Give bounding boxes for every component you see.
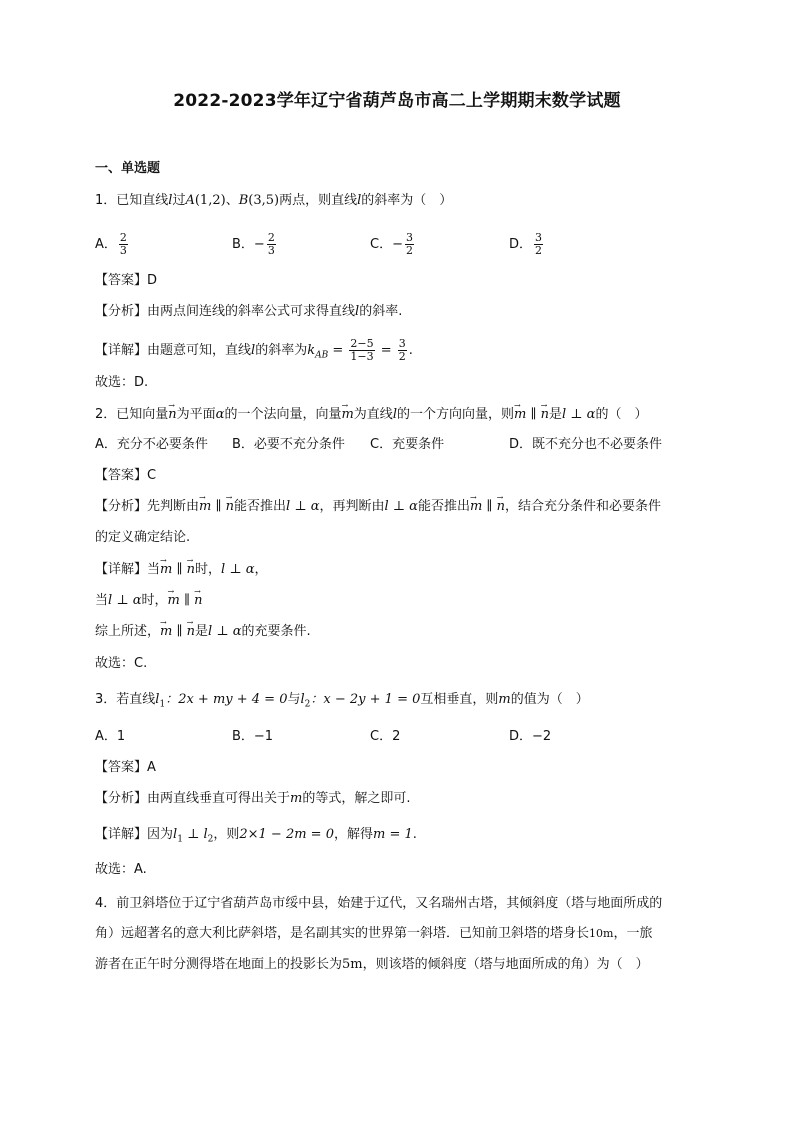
denominator: 2 [535,244,543,257]
vector-m: → m [160,561,172,579]
q2-analysis [95,498,661,516]
q1-detail [95,338,413,365]
fraction [534,232,543,257]
vector-n: → n [497,498,505,516]
vector-n: → n [187,561,195,579]
q2-answer [95,467,156,485]
subscript: 1 [177,834,183,845]
numerator: 3 [535,231,543,244]
var-alpha: α [132,593,142,608]
vector-m: → m [199,498,211,516]
var-alpha: α [586,407,596,422]
var-k: k [307,343,316,358]
q2-stem-text: 为直线 [353,407,393,422]
numerator: 3 [405,231,413,244]
q2-option-a: A．充分不必要条件 [95,437,208,452]
q3-option-d: D．−2 [509,729,552,744]
var-alpha: α [232,624,242,639]
vector-n: → n [541,406,549,424]
vector-m: → m [160,623,172,641]
var-l: l [355,304,360,319]
var-m: m [498,692,511,707]
q2-stem-text: 的（ ） [595,407,648,422]
q2-detail-line2 [95,592,202,610]
perp-symbol: ⊥ [388,499,410,514]
analysis-text: 由两直线垂直可得出关于 [147,791,291,806]
q2-detail [95,561,268,579]
detail-tag: 【详解】 [95,343,148,358]
denominator: 2 [405,244,413,257]
q1-conclusion: 故选：D. [95,375,149,390]
fraction [405,232,414,257]
perp-symbol: ⊥ [566,407,587,422]
analysis-text: 的等式，解之即可. [302,791,411,806]
option-label: A． [95,237,117,252]
option-label: D． [509,237,533,252]
page-title: 2022-2023学年辽宁省葫芦岛市高二上学期期末数学试题 [173,91,621,111]
var-l: l [286,499,291,514]
detail-text: 当 [147,562,161,577]
fraction [398,338,407,363]
q4-stem-text: ，一旅 [613,926,653,941]
q2-stem-text: 是 [548,407,562,422]
q1-option-a [95,232,130,257]
perp-symbol: ⊥ [112,593,133,608]
vector-m: → m [341,406,353,424]
detail-tag: 【详解】 [95,827,148,842]
var-l: l [168,193,173,208]
point-a: A [185,193,195,208]
vector-m: → m [514,406,526,424]
perp-symbol: ⊥ [225,562,246,577]
parallel-symbol: ∥ [211,499,226,514]
vector-m: → m [470,498,482,516]
option-label: C．− [370,237,403,252]
subscript: 2 [304,699,311,710]
q1-option-c [370,232,416,257]
q4-stem-text: ，则该塔的倾斜度（塔与地面所成的角）为（ ） [362,957,649,972]
var-m: m [290,791,303,806]
equation-l2: ：x − 2y + 1 = 0 [310,692,421,707]
detail-text: ，解得 [333,827,373,842]
q2-option-d: D．既不充分也不必要条件 [509,437,663,452]
perp-symbol: ⊥ [212,624,233,639]
var-l: l [562,407,567,422]
detail-text: ，则 [213,827,240,842]
section-heading: 一、单选题 [95,161,161,176]
option-label: B．− [232,237,265,252]
denominator: 2 [398,350,406,363]
q3-stem [95,691,589,714]
q2-conclusion: 故选：C. [95,656,148,671]
var-l: l [221,562,226,577]
q2-option-b: B．必要不充分条件 [232,437,345,452]
vector-n: → n [226,498,234,516]
var-l1: l [155,692,160,707]
q4-stem-line1: 4．前卫斜塔位于辽宁省葫芦岛市绥中县，始建于辽代，又名瑞州古塔，其倾斜度（塔与地面所成的 [95,896,663,911]
fraction [267,232,276,257]
subscript: 2 [207,834,214,845]
detail-text: 时， [195,562,222,577]
q4-stem-line3 [95,956,649,974]
numerator: 2 [267,231,275,244]
analysis-text: 能否推出 [417,499,470,514]
q2-analysis-line2: 的定义确定结论. [95,530,191,545]
vector-m: → m [167,592,179,610]
numerator: 2 [119,231,127,244]
vector-n: → n [194,592,202,610]
analysis-tag: 【分析】 [95,499,148,514]
q2-stem-text: 的一个方向向量，则 [396,407,514,422]
detail-text: 时， [141,593,168,608]
q2-stem [95,406,647,424]
q3-stem-text: 互相垂直，则 [420,692,499,707]
answer-tag: 【答案】 [95,468,148,483]
point-b: B [238,193,249,208]
answer-tag: 【答案】 [95,760,148,775]
analysis-text: 的斜率. [359,304,403,319]
detail-text: 由题意可知，直线 [147,343,252,358]
detail-text: 因为 [147,827,174,842]
detail-text: . [408,343,413,358]
analysis-text: ，结合充分条件和必要条件 [504,499,661,514]
denominator: 3 [267,244,275,257]
equals: = [376,343,396,358]
q2-stem-text: 为平面 [176,407,216,422]
perp-symbol: ⊥ [290,499,311,514]
var-l: l [392,407,397,422]
analysis-tag: 【分析】 [95,304,148,319]
analysis-text: ，再判断由 [319,499,385,514]
answer-tag: 【答案】 [95,273,148,288]
answer-value: D [147,273,158,288]
parallel-symbol: ∥ [172,562,187,577]
detail-text: 是 [195,624,209,639]
detail-text: 当 [95,593,109,608]
var-l: l [108,593,113,608]
equals: = [328,343,348,358]
point-a-coord: (1,2) [194,193,226,208]
numerator: 3 [398,337,406,350]
parallel-symbol: ∥ [172,624,187,639]
q3-option-a: A．1 [95,729,126,744]
q2-detail-line3 [95,623,311,641]
q1-option-d [509,232,545,257]
q3-detail [95,826,417,849]
var-alpha: α [310,499,320,514]
detail-text: ， [254,562,268,577]
q3-option-c: C．2 [370,729,401,744]
q3-stem-text: 的值为（ ） [510,692,589,707]
q1-stem-text: 两点，则直线 [279,193,358,208]
answer-value: C [147,468,157,483]
analysis-text: 由两点间连线的斜率公式可求得直线 [147,304,356,319]
parallel-symbol: ∥ [482,499,497,514]
q3-analysis [95,790,411,808]
detail-text: 的充要条件. [241,624,311,639]
q4-stem-line2 [95,925,652,943]
q1-stem-text: 1．已知直线 [95,193,169,208]
denominator: 1−3 [350,350,374,363]
var-l2: l [300,692,305,707]
q2-option-c: C．充要条件 [370,437,445,452]
q3-stem-text: 与 [287,692,301,707]
q3-conclusion: 故选：A. [95,862,147,877]
analysis-text: 能否推出 [234,499,287,514]
denominator: 3 [119,244,127,257]
var-l: l [251,343,256,358]
detail-text: 综上所述， [95,624,161,639]
detail-text: . [412,827,417,842]
q1-answer [95,272,157,290]
perp-symbol: ⊥ [182,827,204,842]
q3-option-b: B．−1 [232,729,274,744]
analysis-text: 先判断由 [147,499,200,514]
separator: 、 [225,193,239,208]
q1-stem [95,192,452,210]
q4-stem-text: 角）远超著名的意大利比萨斜塔，是名副其实的世界第一斜塔．已知前卫斜塔的塔身长 [95,926,590,941]
q3-stem-text: 3．若直线 [95,692,156,707]
subscript: AB [315,350,329,361]
answer-value: A [147,760,156,775]
q4-stem-text: 游者在正午时分测得塔在地面上的投影长为 [95,957,343,972]
q1-stem-text: 的斜率为（ ） [361,193,453,208]
q3-answer [95,759,156,777]
var-alpha: α [215,407,225,422]
result: m = 1 [373,827,413,842]
subscript: 1 [159,699,166,710]
detail-text: 的斜率为 [255,343,308,358]
point-b-coord: (3,5) [248,193,280,208]
detail-tag: 【详解】 [95,562,148,577]
var-l1: l [173,827,178,842]
tower-length: 10m [589,927,614,940]
fraction [119,232,128,257]
q2-stem-text: 的一个法向量，向量 [224,407,342,422]
equation: 2×1 − 2m = 0 [239,827,334,842]
var-l2: l [203,827,208,842]
var-alpha: α [409,499,418,514]
var-l: l [384,499,389,514]
projection-length: 5m [342,957,363,972]
vector-n: → n [168,406,176,424]
parallel-symbol: ∥ [179,593,195,608]
vector-n: → n [187,623,195,641]
q1-option-b [232,232,278,257]
q1-stem-text: 过 [172,193,186,208]
var-alpha: α [245,562,255,577]
var-l: l [208,624,213,639]
equation-l1: ：2x + my + 4 = 0 [165,692,288,707]
q2-stem-text: 2．已知向量 [95,407,169,422]
fraction [349,338,374,363]
var-l: l [357,193,362,208]
parallel-symbol: ∥ [526,407,541,422]
numerator: 2−5 [350,337,374,350]
q1-analysis [95,303,402,321]
analysis-tag: 【分析】 [95,791,148,806]
